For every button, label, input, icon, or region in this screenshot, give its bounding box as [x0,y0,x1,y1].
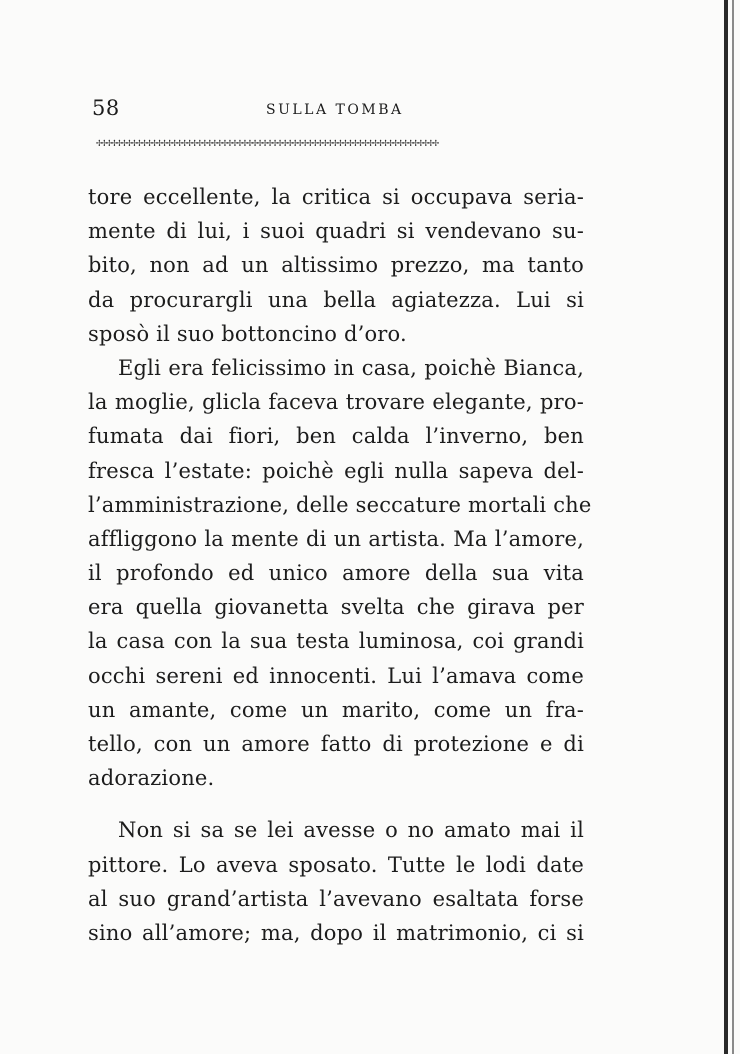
text-line: Egli era felicissimo in casa, poichè Bianca, [118,355,584,380]
paragraph [88,813,584,950]
page-header [92,96,582,124]
text-line: mente di lui, i suoi quadri si vendevano su- [88,219,584,244]
text-line: l’amministrazione, delle seccature mortali che [88,492,592,517]
page-edge [724,0,728,1054]
text-line: affliggono la mente di un artista. Ma l’amore, [88,526,584,551]
text-line: la moglie, glicla faceva trovare elegante, pro- [88,390,584,415]
text-line: fumata dai fiori, ben calda l’inverno, ben [88,424,584,449]
running-title: SULLA TOMBA [266,102,404,118]
text-line: era quella giovanetta svelta che girava per [88,595,584,620]
decorative-rule: ✢✢✢✢✢✢✢✢✢✢✢✢✢✢✢✢✢✢✢✢✢✢✢✢✢✢✢✢✢✢✢✢✢✢✢✢✢✢✢✢✢✢✢✢✢✢✢✢✢✢✢✢✢✢✢✢✢✢✢✢✢✢✢✢✢✢✢✢ [96,136,438,149]
text-line: tello, con un amore fatto di protezione e di [88,732,584,756]
text-line: adorazione. [88,766,215,791]
text-line: Non si sa se lei avesse o no amato mai il [118,818,584,843]
paragraph [88,351,592,795]
text-line: al suo grand’artista l’avevano esaltata forse [88,886,584,911]
text-line: un amante, come un marito, come un fra- [88,697,584,722]
text-line: la casa con la sua testa luminosa, coi grandi [88,629,584,654]
text-line: sino all’amore; ma, dopo il matrimonio, ci si [88,920,584,945]
text-line: sposò il suo bottoncino d’oro. [88,321,407,346]
text-line: il profondo ed unico amore della sua vita [88,561,584,586]
paragraph [88,180,584,351]
text-line: da procurargli una bella agiatezza. Lui si [88,287,584,312]
body-text [88,180,592,950]
text-line: bito, non ad un altissimo prezzo, ma tanto [88,253,584,278]
text-line: occhi sereni ed innocenti. Lui l’amava come [88,663,584,688]
text-line: tore eccellente, la critica si occupava seria- [88,185,584,209]
text-line: pittore. Lo aveva sposato. Tutte le lodi date [88,852,584,877]
text-line: fresca l’estate: poichè egli nulla sapeva del- [88,458,584,483]
page-number: 58 [92,96,120,120]
page-edge-shadow [732,0,734,1054]
